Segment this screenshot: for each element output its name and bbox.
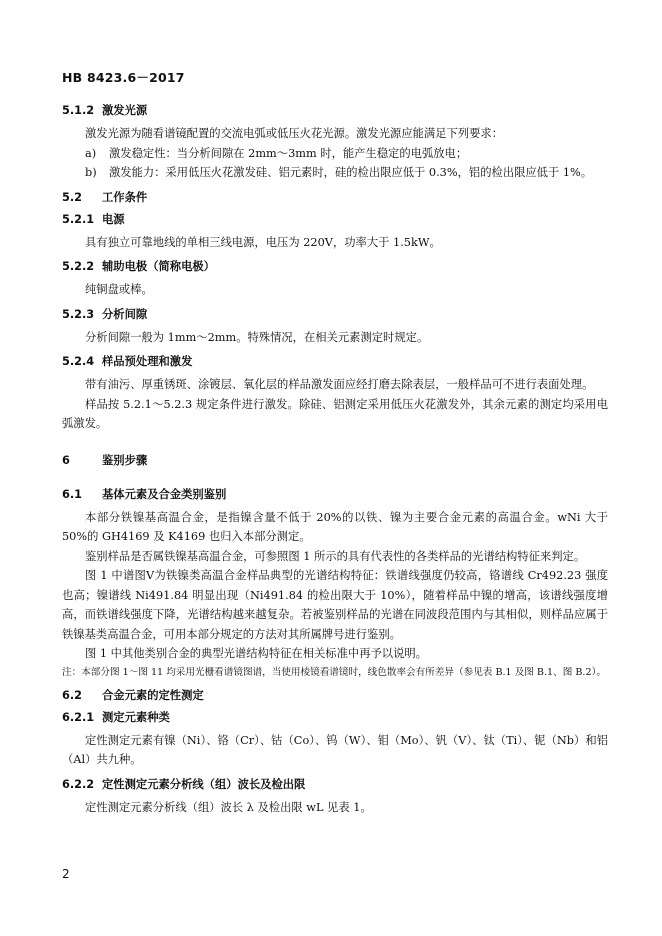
heading-number: 5.2.1: [62, 212, 95, 226]
heading-5-1-2: [62, 104, 608, 118]
note-label: 注：: [62, 666, 82, 678]
heading-number: 6.2.1: [62, 710, 95, 724]
heading-number: 6.1: [62, 487, 83, 501]
heading-title: 分析间隙: [102, 307, 148, 321]
heading-number: 6: [62, 453, 70, 467]
heading-title: 定性测定元素分析线（组）波长及检出限: [102, 777, 306, 791]
list-text: 激发稳定性：当分析间隙在 2mm～3mm 时，能产生稳定的电弧放电；: [109, 146, 468, 160]
paragraph: 定性测定元素分析线（组）波长 λ 及检出限 wL 见表 1。: [85, 800, 372, 814]
heading-5-2: [62, 191, 608, 205]
page-number: 2: [62, 867, 70, 881]
list-item-b: [62, 163, 608, 183]
heading-5-2-3: [62, 308, 608, 322]
heading-title: 鉴别步骤: [102, 453, 148, 467]
heading-title: 基体元素及合金类别鉴别: [102, 487, 227, 501]
paragraph: 本部分铁镍基高温合金，是指镍含量不低于 20%的以铁、镍为主要合金元素的高温合金。wNi 大于 50%的 GH4169 及 K4169 也归入本部分测定。: [62, 510, 608, 543]
list-item-a: [62, 144, 608, 164]
list-label: a): [85, 146, 97, 160]
heading-number: 5.1.2: [62, 104, 95, 117]
paragraph: 激发光源为随看谱镜配置的交流电弧或低压火花光源。激发光源应能满足下列要求：: [85, 127, 503, 140]
page-content: [62, 104, 608, 817]
heading-title: 测定元素种类: [102, 710, 170, 724]
heading-number: 6.2.2: [62, 777, 95, 791]
list-text: 激发能力：采用低压火花激发硅、铝元素时，硅的检出限应低于 0.3%，铝的检出限应低于 1%。: [109, 166, 593, 179]
heading-title: 辅助电极（简称电极）: [102, 260, 215, 273]
heading-number: 5.2.2: [62, 260, 95, 273]
note: [62, 664, 608, 681]
standard-code-header: HB 8423.6－2017: [62, 70, 185, 85]
paragraph: 分析间隙一般为 1mm～2mm。特殊情况，在相关元素测定时规定。: [85, 330, 429, 344]
heading-number: 5.2: [62, 190, 83, 204]
heading-6-2-2: [62, 778, 608, 792]
note-text: 本部分图 1～图 11 均采用光栅看谱镜图谱，当使用棱镜看谱镜时，线色散率会有所差异（参见表 B.1 及图 B.1、图 B.2）。: [81, 666, 606, 678]
list-label: b): [85, 166, 97, 179]
paragraph: 样品按 5.2.1～5.2.3 规定条件进行激发。除硅、铝测定采用低压火花激发外，其余元素的测定均采用电弧激发。: [62, 397, 608, 430]
heading-5-2-4: [62, 355, 608, 369]
paragraph: 图 1 中谱图Ⅴ为铁镍类高温合金样品典型的光谱结构特征：铁谱线强度仍较高，铬谱线 Cr492.23 强度也高；镍谱线 Ni491.84 明显出现（Ni491.84 的检出限大于 10%），随着样品中镍的增高，该谱线强度增高，而铁谱线强度下降，光谱结构越来越复杂。若被鉴别样品的光谱在同波段范围内与其相似，则样品应属于铁镍基类高温合金，可用本部分规定的方法对其所属牌号进行鉴别。: [62, 569, 608, 641]
heading-title: 合金元素的定性测定: [102, 688, 204, 702]
paragraph: 纯铜盘或棒。: [85, 283, 153, 296]
heading-6-2-1: [62, 711, 608, 725]
heading-6-1: [62, 488, 608, 502]
paragraph: 具有独立可靠地线的单相三线电源，电压为 220V，功率大于 1.5kW。: [85, 235, 441, 249]
heading-title: 工作条件: [102, 190, 148, 204]
heading-title: 激发光源: [102, 104, 148, 117]
heading-title: 电源: [102, 212, 125, 226]
heading-6: [62, 454, 608, 468]
heading-number: 5.2.4: [62, 355, 95, 368]
paragraph: 定性测定元素有镍（Ni）、铬（Cr）、钴（Co）、钨（W）、钼（Mo）、钒（V）、钛（Ti）、铌（Nb）和铝（Al）共九种。: [62, 733, 608, 766]
paragraph: 鉴别样品是否属铁镍基高温合金，可参照图 1 所示的具有代表性的各类样品的光谱结构特征来判定。: [85, 549, 586, 563]
heading-5-2-2: [62, 260, 608, 274]
heading-6-2: [62, 689, 608, 703]
heading-title: 样品预处理和激发: [102, 355, 193, 368]
paragraph: 带有油污、厚重锈斑、涂镀层、氧化层的样品激发面应经打磨去除表层，一般样品可不进行表面处理。: [85, 378, 594, 391]
heading-5-2-1: [62, 213, 608, 227]
paragraph: 图 1 中其他类别合金的典型光谱结构特征在相关标准中再予以说明。: [85, 647, 427, 660]
heading-number: 5.2.3: [62, 307, 95, 321]
heading-number: 6.2: [62, 688, 83, 702]
